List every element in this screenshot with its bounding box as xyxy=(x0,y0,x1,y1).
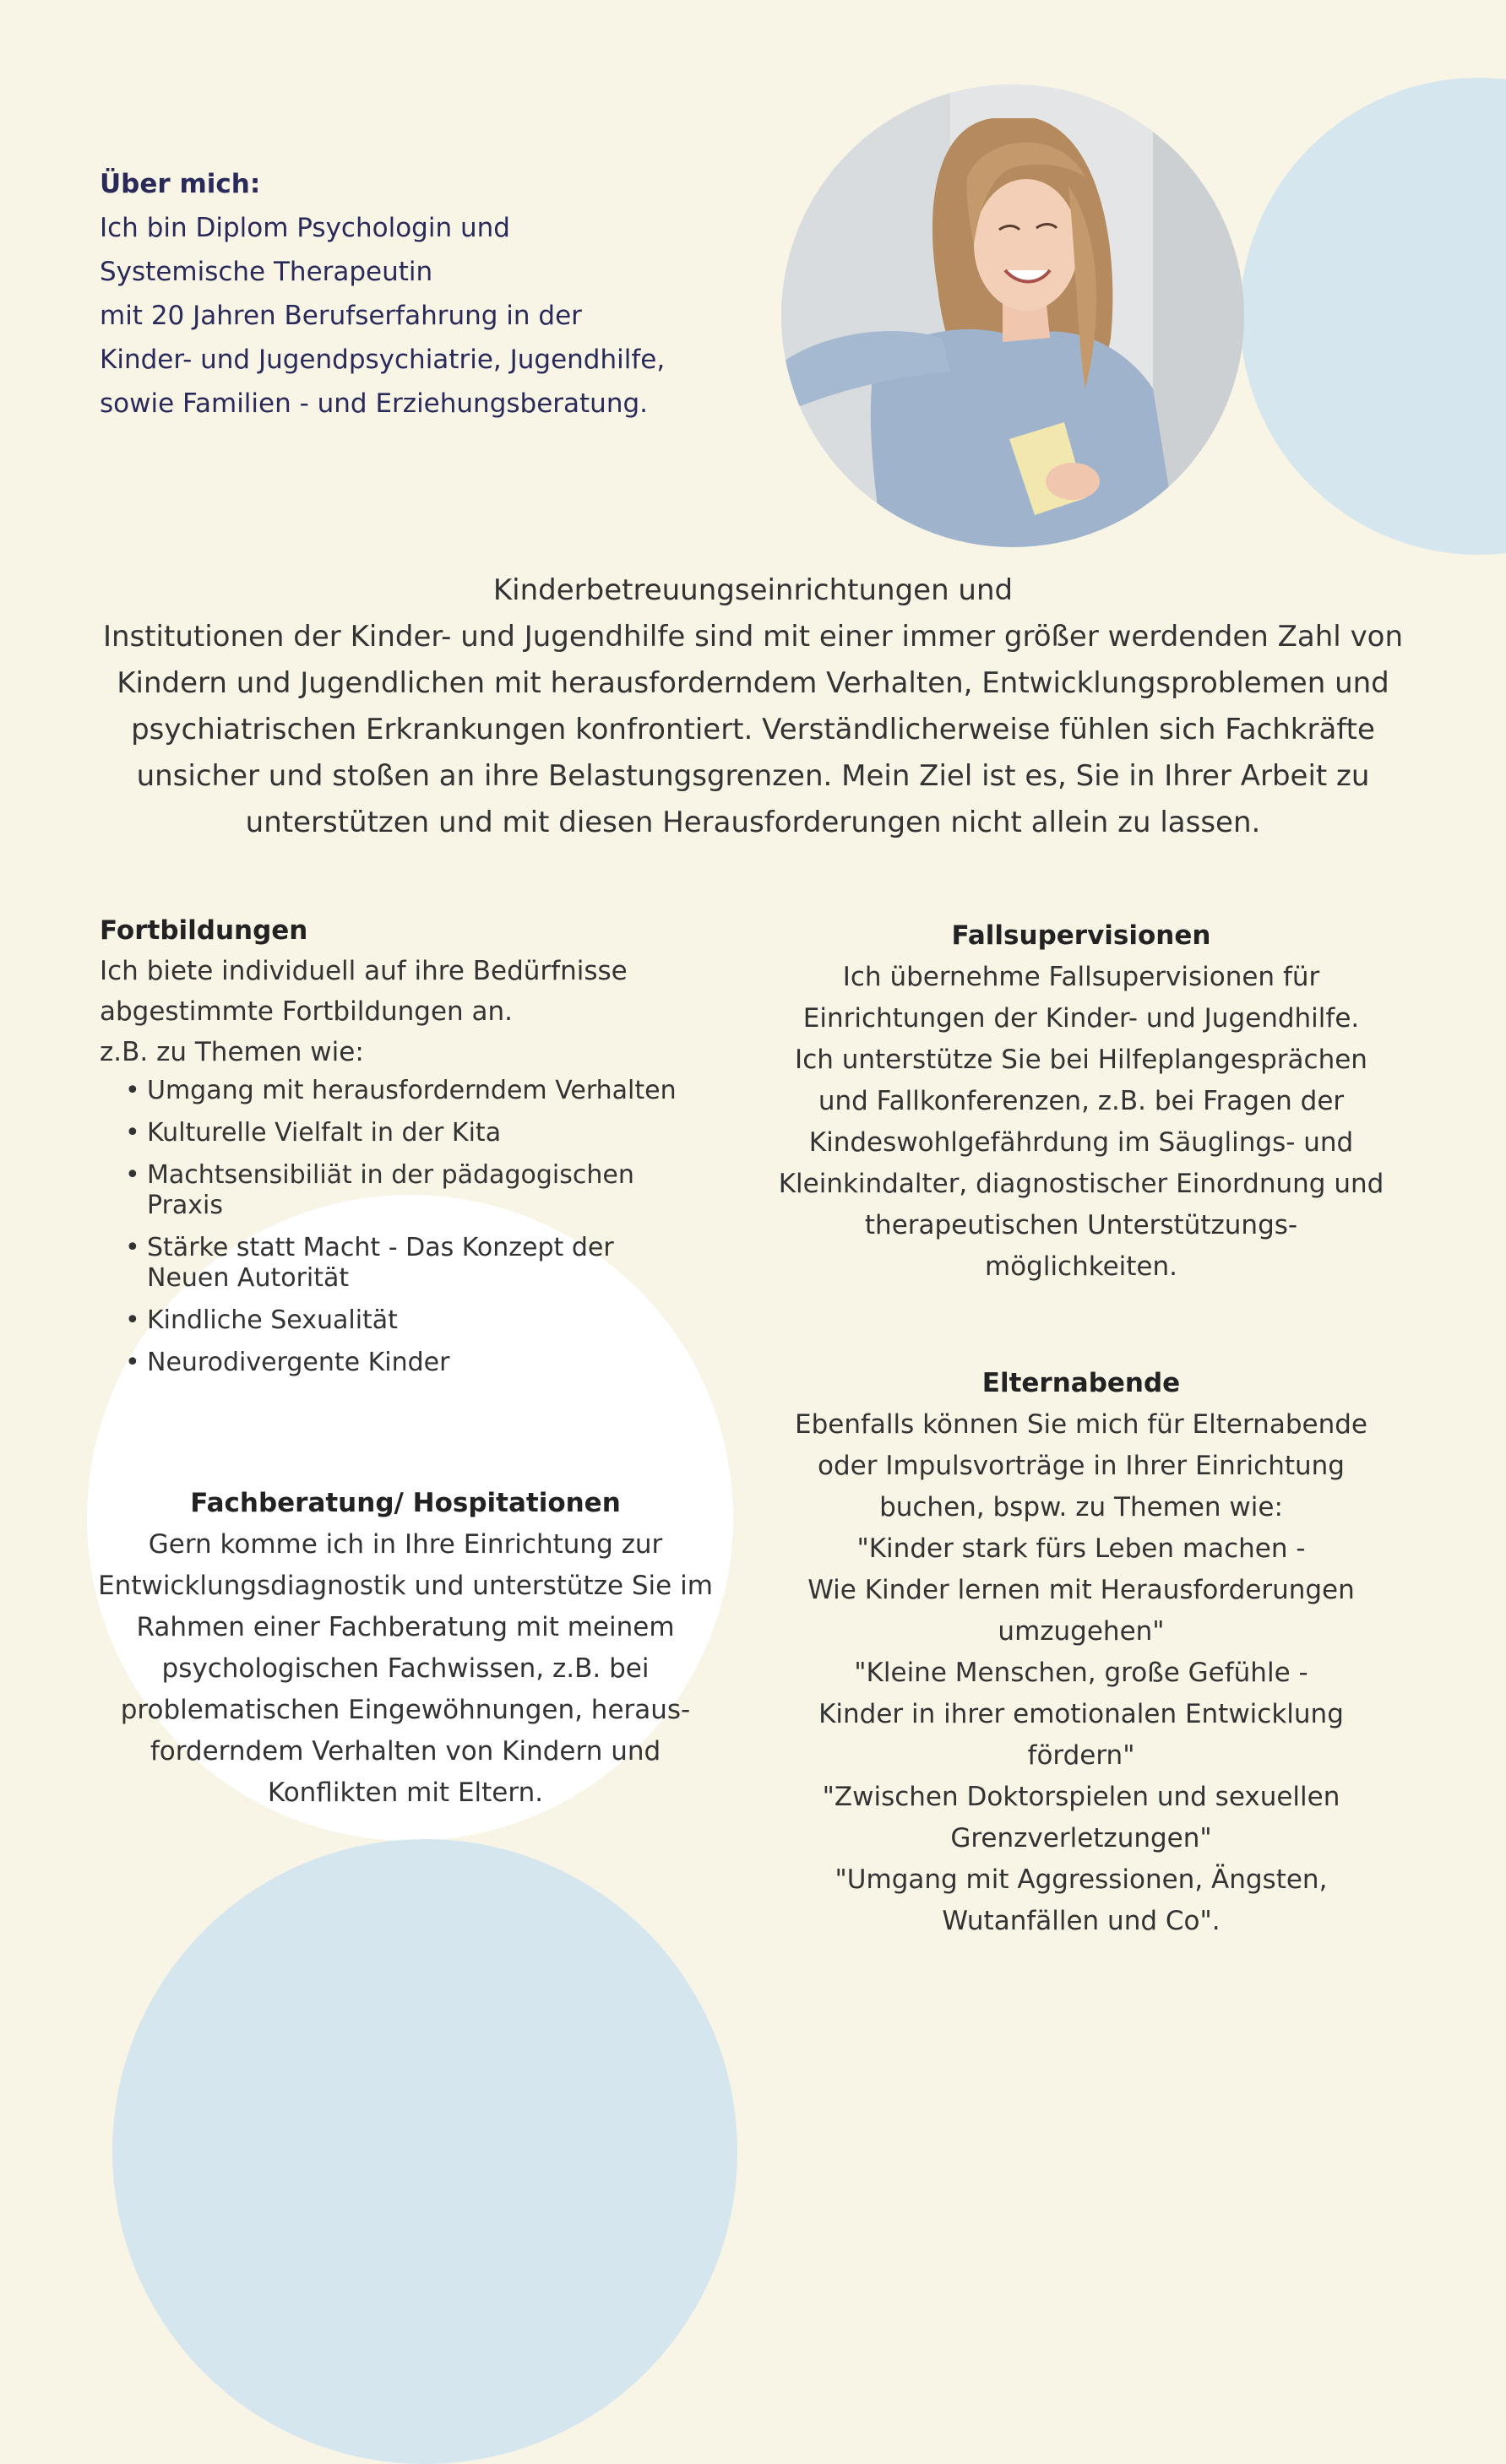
fachberatung-line: psychologischen Fachwissen, z.B. bei xyxy=(161,1653,650,1684)
fachberatung-heading: Fachberatung/ Hospitationen xyxy=(190,1488,621,1518)
fachberatung-line: forderndem Verhalten von Kindern und xyxy=(150,1736,661,1767)
elternabende-line: Wie Kinder lernen mit Herausforderungen xyxy=(807,1575,1355,1605)
elternabende-heading: Elternabende xyxy=(981,1368,1181,1398)
topic-item xyxy=(100,1076,708,1106)
topic-item xyxy=(100,1160,671,1221)
fallsupervisionen-line: Ich unterstütze Sie bei Hilfeplangesprächen xyxy=(795,1045,1367,1075)
intro-line: Kindern und Jugendlichen mit herausforderndem Verhalten, Entwicklungsproblemen und xyxy=(117,666,1389,700)
fortbildungen-line: abgestimmte Fortbildungen an. xyxy=(100,996,514,1027)
fachberatung-line: Entwicklungsdiagnostik und unterstütze Sie im xyxy=(98,1571,713,1601)
fachberatung-line: Konflikten mit Eltern. xyxy=(267,1777,544,1808)
topic-text: Kulturelle Vielfalt in der Kita xyxy=(147,1118,502,1148)
fachberatung-line: problematischen Eingewöhnungen, heraus- xyxy=(120,1695,691,1725)
fallsupervisionen-line: therapeutischen Unterstützungs- xyxy=(864,1210,1298,1240)
topic-list xyxy=(100,1076,708,1378)
about-line: sowie Familien - und Erziehungsberatung. xyxy=(100,388,649,419)
fachberatung-line: Rahmen einer Fachberatung mit meinem xyxy=(136,1612,675,1642)
topic-item xyxy=(100,1348,708,1378)
intro-line: Institutionen der Kinder- und Jugendhilfe sind mit einer immer größer werdenden Zahl von xyxy=(102,620,1404,654)
intro-line: Kinderbetreuungseinrichtungen und xyxy=(492,573,1014,607)
bullet-icon: • xyxy=(125,1076,140,1105)
fortbildungen-heading: Fortbildungen xyxy=(100,915,308,946)
decor-circle-blue-right xyxy=(1240,78,1506,555)
elternabende-line: Ebenfalls können Sie mich für Elternabende xyxy=(795,1409,1367,1440)
fallsupervisionen-line: Kleinkindalter, diagnostischer Einordnung und xyxy=(778,1169,1384,1199)
elternabende-line: Kinder in ihrer emotionalen Entwicklung xyxy=(818,1699,1344,1729)
intro-line: psychiatrischen Erkrankungen konfrontiert. Verständlicherweise fühlen sich Fachkräfte xyxy=(131,713,1375,746)
elternabende-line: "Kleine Menschen, große Gefühle - xyxy=(854,1658,1308,1688)
topic-text: Umgang mit herausforderndem Verhalten xyxy=(147,1076,677,1105)
elternabende-line: umzugehen" xyxy=(998,1616,1165,1647)
about-section xyxy=(100,162,742,426)
intro-line: unterstützen und mit diesen Herausforderungen nicht allein zu lassen. xyxy=(245,806,1261,839)
fallsupervisionen-section xyxy=(760,915,1402,1288)
elternabende-line: oder Impulsvorträge in Ihrer Einrichtung xyxy=(818,1451,1345,1481)
bullet-icon: • xyxy=(125,1348,140,1377)
topic-text: Machtsensibiliät in der pädagogischen Praxis xyxy=(147,1160,634,1220)
intro-paragraph xyxy=(76,567,1430,846)
bullet-icon: • xyxy=(125,1160,140,1190)
about-line: mit 20 Jahren Berufserfahrung in der xyxy=(100,301,582,331)
topic-text: Stärke statt Macht - Das Konzept der Neuen Autorität xyxy=(147,1233,614,1293)
elternabende-line: Grenzverletzungen" xyxy=(950,1823,1212,1853)
about-heading: Über mich: xyxy=(100,169,261,199)
fallsupervisionen-line: Ich übernehme Fallsupervisionen für xyxy=(842,962,1320,992)
topic-item xyxy=(100,1118,708,1148)
topic-text: Neurodivergente Kinder xyxy=(147,1348,450,1377)
elternabende-line: fördern" xyxy=(1027,1740,1135,1771)
about-line: Ich bin Diplom Psychologin und xyxy=(100,213,510,243)
elternabende-section xyxy=(760,1363,1402,1942)
bullet-icon: • xyxy=(125,1305,140,1335)
fallsupervisionen-heading: Fallsupervisionen xyxy=(951,920,1211,951)
about-line: Kinder- und Jugendpsychiatrie, Jugendhilfe, xyxy=(100,345,666,375)
elternabende-line: "Kinder stark fürs Leben machen - xyxy=(856,1533,1306,1564)
fallsupervisionen-line: möglichkeiten. xyxy=(984,1251,1178,1282)
topic-item xyxy=(100,1305,708,1336)
fallsupervisionen-line: Kindeswohlgefährdung im Säuglings- und xyxy=(808,1127,1354,1158)
elternabende-line: Wutanfällen und Co". xyxy=(942,1906,1221,1936)
elternabende-line: "Umgang mit Aggressionen, Ängsten, xyxy=(835,1864,1328,1895)
intro-line: unsicher und stoßen an ihre Belastungsgrenzen. Mein Ziel ist es, Sie in Ihrer Arbeit zu xyxy=(136,759,1370,793)
fortbildungen-section xyxy=(100,910,708,1390)
fallsupervisionen-line: und Fallkonferenzen, z.B. bei Fragen der xyxy=(818,1086,1345,1116)
decor-circle-blue-bottom xyxy=(112,1839,737,2464)
fachberatung-section xyxy=(91,1483,720,1814)
bullet-icon: • xyxy=(125,1233,140,1262)
fachberatung-line: Gern komme ich in Ihre Einrichtung zur xyxy=(148,1529,663,1560)
fallsupervisionen-line: Einrichtungen der Kinder- und Jugendhilfe. xyxy=(802,1003,1360,1034)
topic-item xyxy=(100,1233,671,1294)
fortbildungen-line: Ich biete individuell auf ihre Bedürfnisse xyxy=(100,956,628,986)
about-line: Systemische Therapeutin xyxy=(100,257,433,287)
bullet-icon: • xyxy=(125,1118,140,1148)
topic-text: Kindliche Sexualität xyxy=(147,1305,398,1335)
elternabende-line: "Zwischen Doktorspielen und sexuellen xyxy=(822,1782,1340,1812)
portrait-photo xyxy=(781,84,1244,547)
fortbildungen-line: z.B. zu Themen wie: xyxy=(100,1037,364,1067)
elternabende-line: buchen, bspw. zu Themen wie: xyxy=(879,1492,1283,1522)
